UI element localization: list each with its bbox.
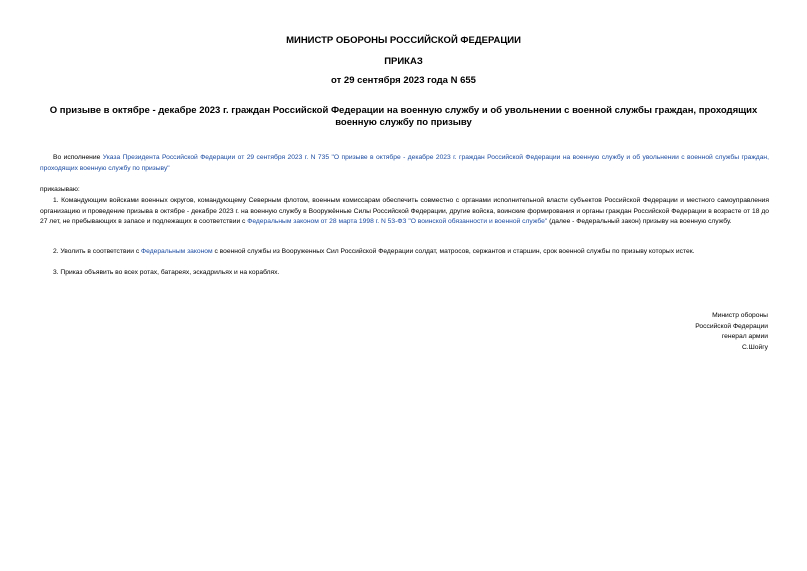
preamble-prefix: Во исполнение xyxy=(53,154,103,161)
signature-rank: генерал армии xyxy=(721,333,768,340)
document-date-number: от 29 сентября 2023 года N 655 xyxy=(331,75,476,86)
document-title: О призыве в октябре - декабре 2023 г. граждан Российской Федерации на военную службу и об увольнении с военной службы граждан, проходящих военную службу по призыву xyxy=(49,105,758,128)
item2-text-start: 2. Уволить в соответствии с xyxy=(53,248,142,255)
federal-law-53fz-link[interactable]: Федеральным законом от 28 марта 1998 г. N 53-ФЗ "О воинской обязанности и военной службе" xyxy=(247,218,548,225)
signature-organization: Российской Федерации xyxy=(695,322,768,330)
order-word: приказываю: xyxy=(40,186,80,193)
signature-block xyxy=(568,311,768,353)
item2-text-end: с военной службы из Вооруженных Сил Российской Федерации солдат, матросов, сержантов и старшин, срок военной службы по призыву которых истек. xyxy=(212,248,695,255)
federal-law-link[interactable]: Федеральным законом xyxy=(141,248,213,255)
preamble-paragraph xyxy=(40,153,769,174)
order-item-1 xyxy=(40,196,769,228)
order-item-3: 3. Приказ объявить во всех ротах, батареях, эскадрильях и на кораблях. xyxy=(53,269,280,276)
document-authority: МИНИСТР ОБОРОНЫ РОССИЙСКОЙ ФЕДЕРАЦИИ xyxy=(286,35,521,46)
order-item-2 xyxy=(40,247,769,258)
signature-position: Министр обороны xyxy=(712,312,768,319)
signature-name: С.Шойгу xyxy=(741,343,768,351)
presidential-decree-link[interactable]: Указа Президента Российской Федерации от 29 сентября 2023 г. N 735 "О призыве в октябре - декабре 2023 г. граждан Российской Федерации на военную службу и об увольнении с военной службы граждан, проходящих военную службу по призыву" xyxy=(40,154,769,172)
document-type: ПРИКАЗ xyxy=(384,56,423,67)
item1-text-start: 1. Командующим войсками военных округов, командующему Северным флотом, военным комиссарам обеспечить совместно с органами исполнительной власти субъектов Российской Федерации и местного самоуправления организацию и проведение призыва в октябре - декабре 2023 г. на военную службу в Вооружённые Силы Российской Федерации, другие войска, воинские формирования и органы граждан Российской Федерации в возрасте от 18 до 27 лет, не пребывающих в запасе и подлежащих в соответствии с xyxy=(40,197,769,225)
item1-text-end: (далее - Федеральный закон) призыву на военную службу. xyxy=(547,218,732,225)
